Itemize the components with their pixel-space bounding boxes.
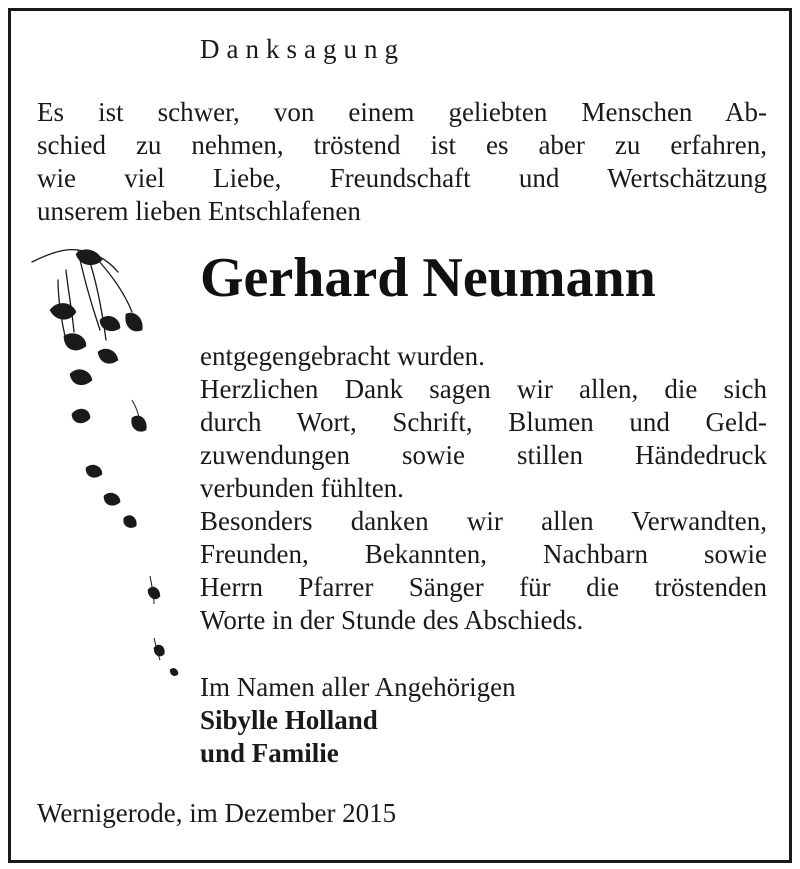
notice-heading: Danksagung [200, 34, 405, 64]
signature-block [200, 671, 516, 770]
intro-line: Es ist schwer, von einem geliebten Menschen Ab- [37, 97, 767, 127]
deceased-name: Gerhard Neumann [200, 247, 656, 309]
signature-intro: Im Namen aller Angehörigen [200, 672, 516, 702]
intro-line: schied zu nehmen, tröstend ist es aber zu erfahren, [37, 130, 767, 160]
intro-paragraph [37, 96, 767, 228]
body-line: durch Wort, Schrift, Blumen und Geld- [200, 407, 767, 437]
place-and-date: Wernigerode, im Dezember 2015 [37, 798, 397, 828]
body-line: Worte in der Stunde des Abschieds. [200, 605, 584, 635]
signature-family: und Familie [200, 738, 339, 768]
falling-leaves-illustration [28, 240, 198, 690]
signature-name: Sibylle Holland [200, 705, 378, 735]
body-line: verbunden fühlten. [200, 473, 404, 503]
body-line: zuwendungen sowie stillen Händedruck [200, 440, 767, 470]
body-line: Herrn Pfarrer Sänger für die tröstenden [200, 572, 767, 602]
body-line: Besonders danken wir allen Verwandten, [200, 506, 767, 536]
body-line: Freunden, Bekannten, Nachbarn sowie [200, 539, 767, 569]
intro-line: unserem lieben Entschlafenen [37, 196, 361, 226]
body-line: Herzlichen Dank sagen wir allen, die sich [200, 374, 767, 404]
thanks-paragraph [200, 340, 767, 637]
body-line: entgegengebracht wurden. [200, 341, 485, 371]
intro-line: wie viel Liebe, Freundschaft und Wertschätzung [37, 163, 767, 193]
